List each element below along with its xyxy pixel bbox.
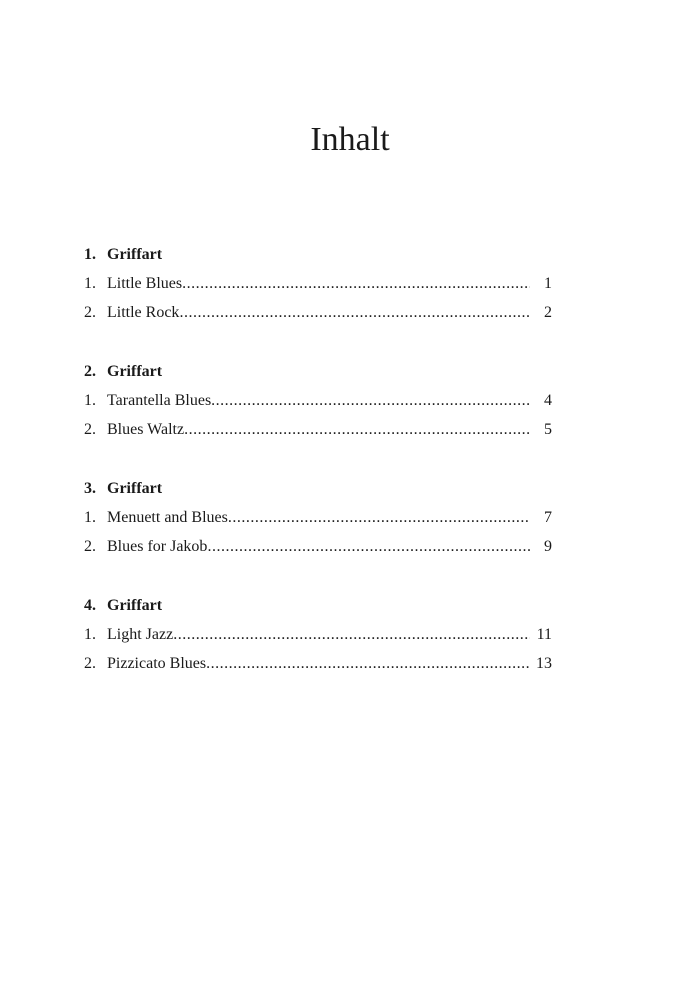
dot-leader [184, 415, 530, 444]
entry-number: 2. [84, 421, 96, 438]
entry-number: 2. [84, 655, 96, 672]
entry-number: 2. [84, 304, 96, 321]
entry-title: Little Blues [107, 275, 183, 292]
section-title: Griffart [107, 480, 163, 497]
section-number: 2. [84, 363, 96, 380]
section-heading [84, 591, 552, 620]
entry-title: Pizzicato Blues [107, 655, 207, 672]
toc-entry[interactable] [84, 415, 552, 444]
entry-page-number: 5 [544, 421, 552, 438]
entry-page-number: 4 [544, 392, 552, 409]
entry-title: Tarantella Blues [107, 392, 212, 409]
section-heading [84, 240, 552, 269]
page-title: Inhalt [310, 121, 390, 158]
entry-number: 1. [84, 509, 96, 526]
dot-leader [173, 620, 530, 649]
section-heading [84, 474, 552, 503]
section-title: Griffart [107, 597, 163, 614]
entry-page-number: 2 [544, 304, 552, 321]
section-title: Griffart [107, 246, 163, 263]
toc-entry[interactable] [84, 503, 552, 532]
section-title: Griffart [107, 363, 163, 380]
entry-title: Little Rock [107, 304, 180, 321]
toc-entry[interactable] [84, 269, 552, 298]
dot-leader [182, 269, 530, 298]
entry-number: 1. [84, 392, 96, 409]
toc-section-2 [84, 357, 552, 444]
toc-section-1 [84, 240, 552, 327]
toc-entry[interactable] [84, 620, 552, 649]
dot-leader [211, 386, 530, 415]
toc-entry[interactable] [84, 532, 552, 561]
toc-section-3 [84, 474, 552, 561]
entry-number: 1. [84, 275, 96, 292]
dot-leader [206, 649, 530, 678]
toc-entry[interactable] [84, 298, 552, 327]
entry-page-number: 1 [544, 275, 552, 292]
entry-number: 2. [84, 538, 96, 555]
entry-number: 1. [84, 626, 96, 643]
dot-leader [179, 298, 530, 327]
section-number: 1. [84, 246, 96, 263]
toc-entry[interactable] [84, 386, 552, 415]
section-number: 3. [84, 480, 96, 497]
entry-title: Menuett and Blues [107, 509, 228, 526]
dot-leader [207, 532, 530, 561]
entry-page-number: 9 [544, 538, 552, 555]
section-number: 4. [84, 597, 96, 614]
entry-page-number: 13 [536, 655, 552, 672]
entry-title: Blues for Jakob [107, 538, 208, 555]
entry-page-number: 11 [536, 626, 552, 643]
entry-title: Blues Waltz [107, 421, 185, 438]
toc-entry[interactable] [84, 649, 552, 678]
entry-page-number: 7 [544, 509, 552, 526]
toc-section-4 [84, 591, 552, 678]
dot-leader [228, 503, 530, 532]
section-heading [84, 357, 552, 386]
table-of-contents [84, 240, 552, 708]
entry-title: Light Jazz [107, 626, 174, 643]
